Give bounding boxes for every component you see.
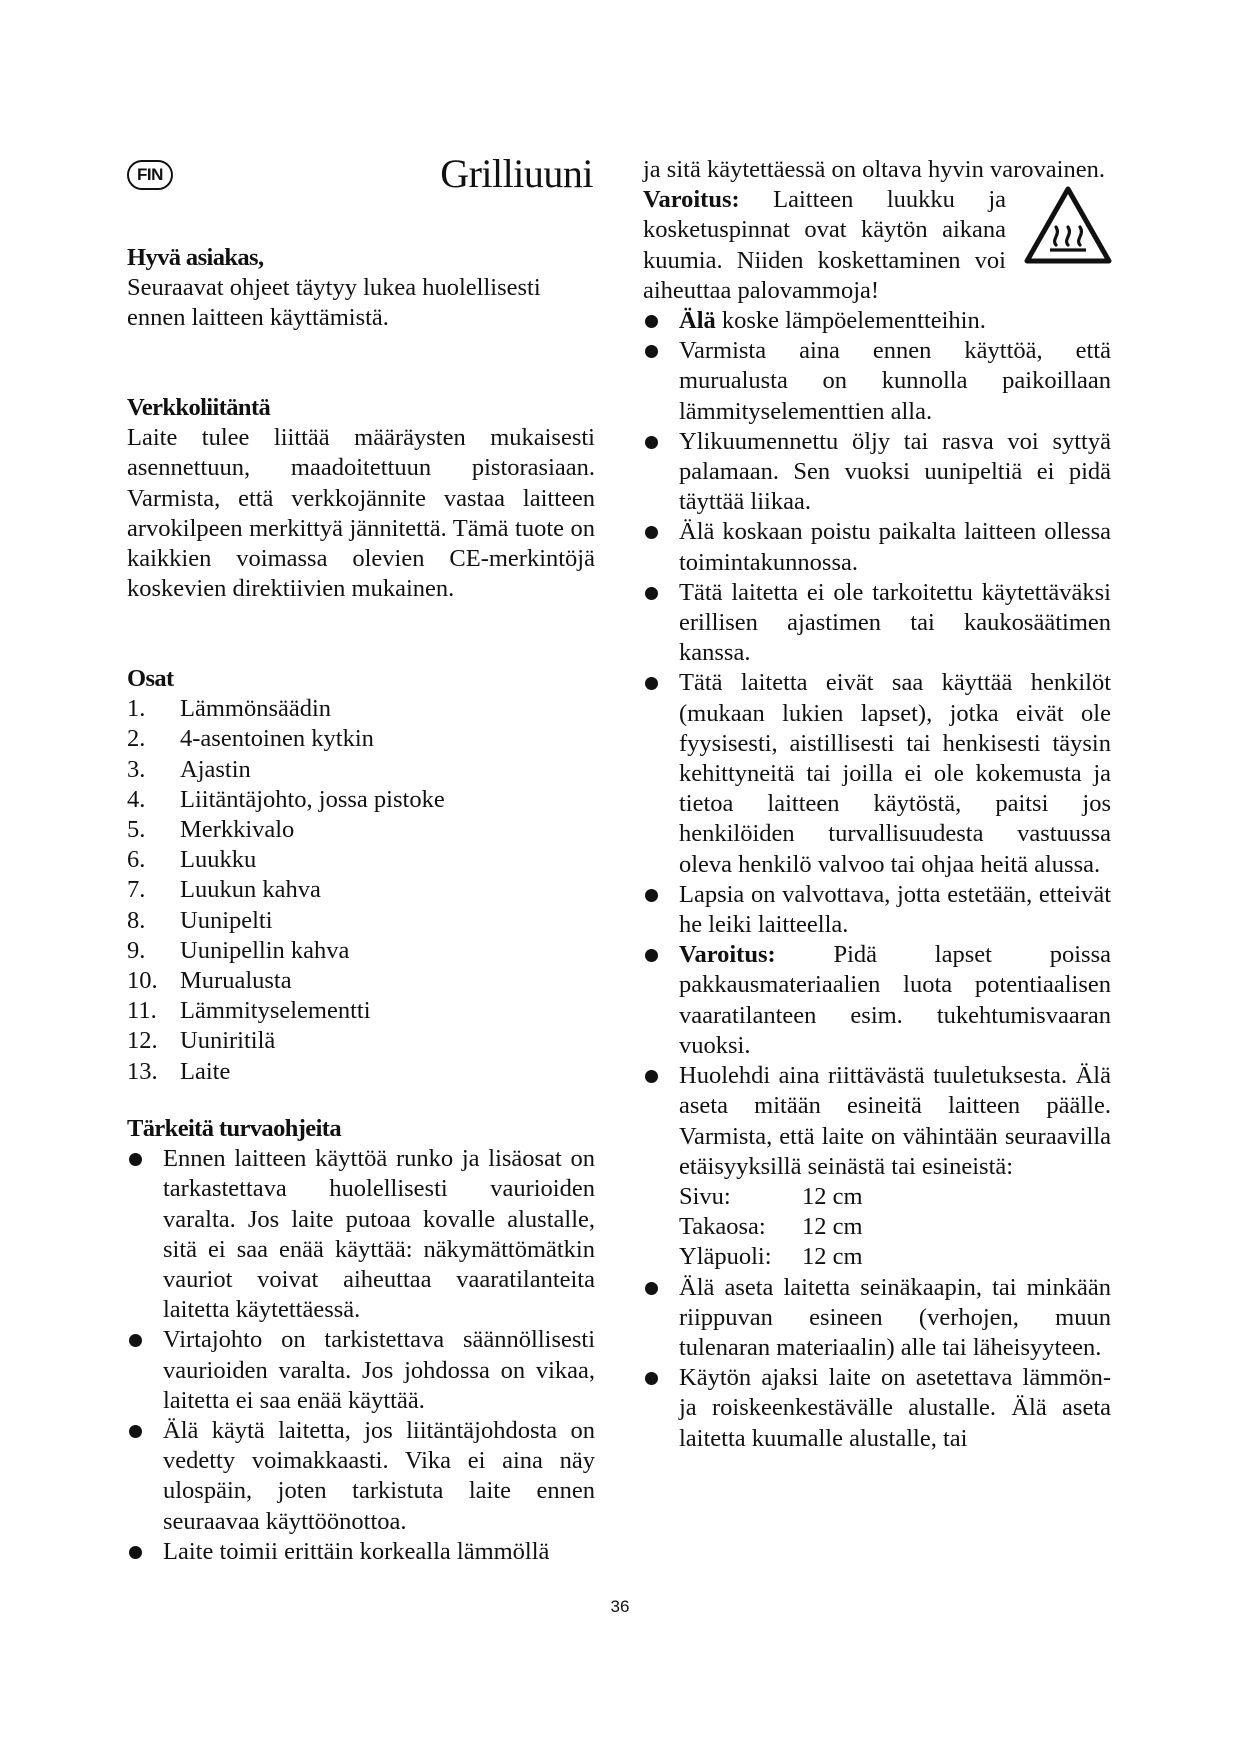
item-label: Luukun kahva (180, 876, 321, 904)
bullet-icon (129, 1546, 142, 1559)
item-number: 13. (127, 1057, 158, 1085)
bullet-text: Huolehdi aina riittävästä tuuletuksesta. Älä aseta mitään esineitä laitteen päälle. Varmista, että laite on vähintään seuraavilla etäisyyksillä seinästä tai esineistä: (679, 1062, 1111, 1180)
right-safety-list (643, 306, 1111, 1454)
list-item (127, 724, 595, 754)
greeting-text: Seuraavat ohjeet täytyy lukea huolellisesti ennen laitteen käyttämistä. (127, 274, 541, 332)
list-item (127, 875, 595, 905)
greeting-heading: Hyvä asiakas, (127, 244, 264, 271)
list-item (127, 1537, 595, 1567)
list-item (643, 1273, 1111, 1364)
list-item (127, 1057, 595, 1087)
distance-value: 12 cm (802, 1182, 863, 1210)
page-title: Grilliuuni (440, 151, 593, 196)
list-item (643, 668, 1111, 879)
item-number: 1. (127, 695, 146, 723)
list-item (127, 996, 595, 1026)
list-item (127, 1026, 595, 1056)
bullet-text: Älä käytä laitetta, jos liitäntäjohdosta on vedetty voimakkaasti. Vika ei aina näy ulospäin, joten tarkistuta laite ennen seuraavaa käyttöönottoa. (163, 1417, 595, 1535)
list-item (643, 1061, 1111, 1272)
list-item (127, 1144, 595, 1325)
list-item (643, 880, 1111, 940)
bullet-text: Virtajohto on tarkistettava säännöllisesti vaurioiden varalta. Jos johdossa on vikaa, laitetta ei saa enää käyttää. (163, 1326, 595, 1414)
distance-row (679, 1242, 1111, 1272)
page-number: 36 (610, 1597, 630, 1616)
list-item (127, 815, 595, 845)
item-label: Uuniritilä (180, 1027, 276, 1055)
list-item (127, 845, 595, 875)
bullet-icon (645, 345, 658, 358)
list-item (127, 1416, 595, 1537)
item-label: Lämmönsäädin (180, 695, 332, 723)
list-item (643, 306, 1111, 336)
continuation-text: ja sitä käytettäessä on oltava hyvin varovainen. (643, 156, 1105, 183)
bullet-icon (645, 587, 658, 600)
bullet-icon (645, 889, 658, 902)
distance-label: Takaosa: (679, 1213, 766, 1241)
list-item (643, 517, 1111, 577)
mains-section (127, 393, 595, 604)
item-number: 10. (127, 967, 158, 995)
bullet-text: Tätä laitetta ei ole tarkoitettu käytettäväksi erillisen ajastimen tai kaukosäätimen kanssa. (679, 578, 1111, 667)
right-flow (643, 155, 1111, 1454)
bullet-icon (645, 1070, 658, 1083)
bullet-text: Pidä lapset poissa pakkausmateriaalien luota potentiaalisen vaaratilanteen esim. tukehtumisvaaran vuoksi. (679, 941, 1111, 1059)
bullet-icon (645, 1282, 658, 1295)
parts-list (127, 694, 595, 1087)
list-item (127, 1325, 595, 1416)
safety-list (127, 1144, 595, 1567)
bullet-text: Älä aseta laitetta seinäkaapin, tai minkään riippuvan esineen (verhojen, muun tulenaran materiaalin) alle tai läheisyyteen. (679, 1273, 1111, 1361)
bullet-icon (129, 1334, 142, 1347)
hot-warning-body: Laitteen luukku ja kosketuspinnat ovat käytön aikana kuumia. Niiden koskettaminen voi aiheuttaa palovammoja! (643, 186, 1006, 304)
item-label: Liitäntäjohto, jossa pistoke (180, 785, 445, 813)
bullet-icon (129, 1153, 142, 1166)
list-item (643, 578, 1111, 669)
item-label: Luukku (180, 846, 257, 874)
distance-value: 12 cm (802, 1213, 863, 1241)
bullet-text: Tätä laitetta eivät saa käyttää henkilöt (mukaan lukien lapset), jotka eivät ole fyysisesti, aistillisesti tai henkisesti täysin kehittyneitä tai joilla ei ole kokemusta ja tietoa laitteen käytöstä, paitsi jos henkilöiden turvallisuudesta vastuussa oleva henkilö valvoo tai ohjaa heitä alussa. (679, 669, 1111, 878)
bullet-icon (645, 677, 658, 690)
bullet-icon (129, 1425, 142, 1438)
hot-warning-block (643, 185, 1111, 306)
item-number: 6. (127, 846, 146, 874)
hot-warning-label: Varoitus: (643, 186, 740, 214)
bullet-icon (645, 526, 658, 539)
list-item (127, 906, 595, 936)
bullet-bold-text: Varoitus: (679, 941, 776, 969)
hot-surface-warning-icon (1024, 185, 1112, 265)
bullet-icon (645, 436, 658, 449)
item-number: 8. (127, 906, 146, 934)
item-label: Laite (180, 1057, 231, 1085)
item-number: 5. (127, 816, 146, 844)
list-item (643, 940, 1111, 1061)
item-number: 2. (127, 725, 146, 753)
distance-row (679, 1212, 1111, 1242)
mains-text: Laite tulee liittää määräysten mukaisesti asennettuun, maadoitettuun pistorasiaan. Varmista, että verkkojännite vastaa laitteen arvokilpeen merkittyä jännitettä. Tämä tuote on kaikkien voimassa olevien CE-merkintöjä koskevien direktiivien mukainen. (127, 424, 595, 603)
parts-heading: Osat (127, 665, 174, 692)
language-badge: FIN (127, 160, 173, 190)
item-number: 4. (127, 785, 146, 813)
bullet-text: Varmista aina ennen käyttöä, että murualusta on kunnolla paikoillaan lämmityselementtien alla. (679, 337, 1111, 425)
safety-section (127, 1114, 595, 1567)
distance-label: Yläpuoli: (679, 1243, 772, 1271)
item-label: 4-asentoinen kytkin (180, 725, 374, 753)
bullet-text: Älä koskaan poistu paikalta laitteen ollessa toimintakunnossa. (679, 518, 1111, 576)
list-item (643, 1363, 1111, 1454)
item-number: 9. (127, 936, 146, 964)
item-label: Uunipellin kahva (180, 936, 350, 964)
item-number: 12. (127, 1027, 158, 1055)
item-number: 11. (127, 997, 157, 1025)
bullet-text: Ennen laitteen käyttöä runko ja lisäosat on tarkastettava huolellisesti vaurioiden varalta. Jos laite putoaa kovalle alustalle, sitä ei saa enää käyttää: näkymättömätkin vauriot voivat aiheuttaa vaaratilanteita laitetta käytettäessä. (163, 1145, 595, 1324)
list-item (127, 966, 595, 996)
distance-label: Sivu: (679, 1182, 731, 1210)
bullet-text: Laite toimii erittäin korkealla lämmöllä (163, 1537, 550, 1565)
parts-section (127, 664, 595, 1087)
list-item (643, 336, 1111, 427)
bullet-icon (645, 949, 658, 962)
mains-heading: Verkkoliitäntä (127, 394, 271, 421)
bullet-icon (645, 315, 658, 328)
distance-row (679, 1182, 1111, 1212)
list-item (127, 936, 595, 966)
item-label: Merkkivalo (180, 816, 295, 844)
list-item (643, 427, 1111, 518)
item-label: Uunipelti (180, 906, 273, 934)
item-label: Murualusta (180, 967, 292, 995)
list-item (127, 785, 595, 815)
list-item (127, 755, 595, 785)
bullet-text: Ylikuumennettu öljy tai rasva voi syttyä palamaan. Sen vuoksi uunipeltiä ei pidä täyttää liikaa. (679, 427, 1111, 516)
item-number: 3. (127, 755, 146, 783)
safety-heading: Tärkeitä turvaohjeita (127, 1115, 341, 1142)
bullet-bold-text: Älä (679, 307, 716, 335)
distance-value: 12 cm (802, 1243, 863, 1271)
item-label: Ajastin (180, 755, 251, 783)
bullet-icon (645, 1372, 658, 1385)
item-number: 7. (127, 876, 146, 904)
greeting-section (127, 243, 595, 334)
bullet-text: koske lämpöelementteihin. (715, 307, 986, 335)
bullet-text: Lapsia on valvottava, jotta estetään, etteivät he leiki laitteella. (679, 880, 1111, 939)
item-label: Lämmityselementti (180, 997, 371, 1025)
bullet-text: Käytön ajaksi laite on asetettava lämmön- ja roiskeenkestävälle alustalle. Älä aseta laitetta kuumalle alustalle, tai (679, 1364, 1111, 1452)
list-item (127, 694, 595, 724)
